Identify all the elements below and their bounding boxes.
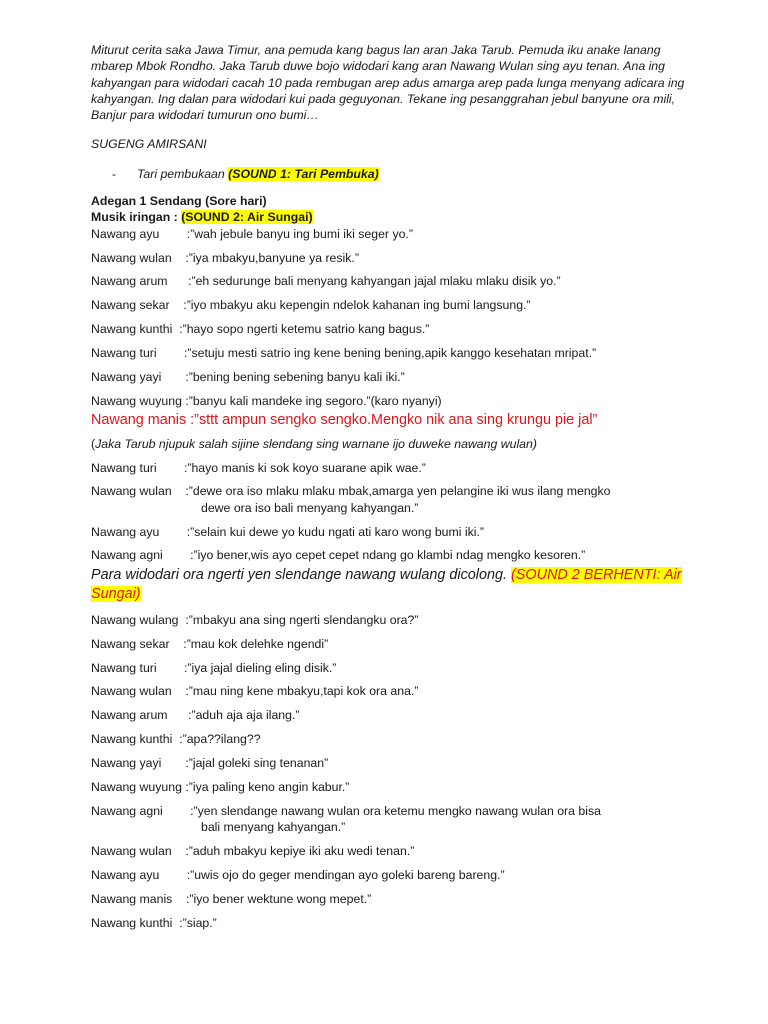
dialog-text-continuation: dewe ora iso bali menyang kahyangan.” [201, 500, 419, 515]
dialog-line [91, 547, 691, 563]
line-spacer [91, 652, 691, 660]
narration [91, 566, 691, 604]
stage-direction [91, 436, 691, 452]
dialog-text: :”bening bening sebening banyu kali iki.” [185, 370, 405, 385]
dialog-text: :”hayo manis ki sok koyo suarane apik wae.” [183, 460, 426, 475]
dialog-block-2 [91, 460, 691, 564]
speaker-name: Nawang wulan [91, 684, 186, 699]
music-label: Musik iringan : [91, 210, 182, 225]
speaker-name: Nawang arum [91, 274, 189, 289]
speaker-name: Nawang ayu [91, 524, 187, 539]
dialog-text: :”mau ning kene mbakyu,tapi kok ora ana.” [185, 684, 419, 699]
sound-cue-stop: (SOUND 2 BERHENTI: Air Sungai) [91, 566, 682, 602]
line-spacer [91, 771, 691, 779]
dialog-text: :”banyu kali mandeke ing segoro.”(karo nyanyi) [185, 393, 442, 408]
dialog-text: :”uwis ojo do geger mendingan ayo goleki bareng bareng.” [186, 867, 505, 882]
line-spacer [91, 748, 691, 756]
dialog-text: :”iyo mbakyu aku kepengin ndelok kahanan ing bumi langsung.” [183, 298, 531, 313]
dialog-line [91, 779, 691, 795]
dialog-line [91, 297, 691, 313]
speaker-name: Nawang wuyung [91, 393, 186, 408]
section-heading: SUGENG AMIRSANI [91, 137, 207, 152]
dialog-text-continuation: bali menyang kahyangan.” [201, 820, 346, 835]
line-spacer [91, 361, 691, 369]
dialog-block-1 [91, 226, 691, 410]
line-spacer [91, 338, 691, 346]
dialog-text: :”iya jajal dieling eling disik.” [183, 660, 337, 675]
line-spacer [91, 242, 691, 250]
dialog-line [91, 915, 691, 931]
dialog-text: :”jajal goleki sing tenanan” [185, 756, 329, 771]
line-spacer [91, 795, 691, 803]
line-spacer [91, 476, 691, 484]
speaker-name: Nawang kunthi [91, 322, 180, 337]
dialog-line [91, 843, 691, 859]
line-spacer [91, 724, 691, 732]
line-spacer [91, 290, 691, 298]
line-spacer [91, 835, 691, 843]
dialog-text: :”iya mbakyu,banyune ya resik.” [185, 250, 359, 265]
dialog-line [91, 393, 691, 409]
dialog-text: :”eh sedurunge bali menyang kahyangan jajal mlaku mlaku disik yo.” [188, 274, 561, 289]
dialog-line [91, 321, 691, 337]
speaker-name: Nawang wuyung [91, 780, 186, 794]
document-page [91, 42, 691, 931]
speaker-name: Nawang turi [91, 660, 184, 675]
speaker-name: Nawang arum [91, 708, 189, 723]
line-spacer [91, 907, 691, 915]
red-dialog-line: Nawang manis :”sttt ampun sengko sengko.Mengko nik ana sing krungu pie jal” [91, 412, 598, 429]
line-spacer [91, 516, 691, 524]
bullet-dash: - [112, 166, 117, 181]
line-spacer [91, 676, 691, 684]
dialog-line [91, 483, 691, 499]
dialog-line [91, 660, 691, 676]
dialog-line [91, 524, 691, 540]
narration-text: Para widodari ora ngerti yen slendange nawang wulang dicolong. [91, 566, 512, 583]
dialog-text: :”apa??ilang?? [179, 732, 261, 747]
speaker-name: Nawang ayu [91, 226, 187, 241]
line-spacer [91, 700, 691, 708]
speaker-name: Nawang sekar [91, 298, 184, 313]
intro-paragraph: Miturut cerita saka Jawa Timur, ana pemuda kang bagus lan aran Jaka Tarub. Pemuda iku anake lanang mbarep Mbok Rondho. Jaka Tarub duwe bojo widodari kang aran Nawang Wulan sing ayu tenan. Ana ing kahyangan para widodari cacah 10 pada rembugan arep adus amarga arep pada lunga menyang adicara ing kahyangan. Ing dalan para widodari kui pada geguyonan. Tekane ing pesanggrahan jebul banyune ora mili, Banjur para widodari tumurun ono bumi… [91, 43, 685, 123]
dialog-text: :”dewe ora iso mlaku mlaku mbak,amarga yen pelangine iki wus ilang mengko [185, 484, 611, 499]
speaker-name: Nawang kunthi [91, 732, 180, 747]
speaker-name: Nawang sekar [91, 636, 184, 651]
dialog-line [91, 250, 691, 266]
line-spacer [91, 385, 691, 393]
dialog-text: :”wah jebule banyu ing bumi iki seger yo.” [186, 226, 413, 241]
speaker-name: Nawang wulan [91, 250, 186, 265]
speaker-name: Nawang agni [91, 548, 191, 563]
speaker-name: Nawang wulang [91, 612, 186, 627]
dialog-line [91, 612, 691, 628]
speaker-name: Nawang wulan [91, 844, 186, 859]
dialog-line [91, 867, 691, 883]
dialog-line [91, 755, 691, 771]
dialog-text: :”iyo bener wektune wong mepet.” [186, 891, 372, 906]
speaker-name: Nawang turi [91, 460, 184, 475]
line-spacer [91, 314, 691, 322]
dialog-text: :”hayo sopo ngerti ketemu satrio kang bagus.” [179, 322, 430, 337]
dialog-line [91, 891, 691, 907]
speaker-name: Nawang yayi [91, 370, 186, 385]
stage-direction-text: Jaka Tarub njupuk salah sijine slendang sing warnane ijo duweke nawang wulan) [95, 437, 537, 452]
dialog-text: :”aduh mbakyu kepiye iki aku wedi tenan.” [185, 844, 415, 859]
stage-open-paren: ( [91, 437, 96, 452]
dialog-text: :”mau kok delehke ngendi” [183, 636, 329, 651]
dialog-line [91, 683, 691, 699]
dialog-line [91, 803, 691, 819]
speaker-name: Nawang yayi [91, 756, 186, 771]
dialog-line [91, 226, 691, 242]
music-line [91, 209, 691, 225]
line-spacer [91, 859, 691, 867]
dialog-text: :”iya paling keno angin kabur.” [185, 780, 350, 794]
dialog-line [91, 636, 691, 652]
sound-cue-1: (SOUND 1: Tari Pembuka) [228, 166, 379, 181]
line-spacer [91, 883, 691, 891]
bullet-item [112, 166, 691, 182]
speaker-name: Nawang manis [91, 891, 187, 906]
line-spacer [91, 266, 691, 274]
sound-cue-2: (SOUND 2: Air Sungai) [181, 210, 313, 225]
speaker-name: Nawang turi [91, 346, 184, 361]
dialog-line [91, 460, 691, 476]
bullet-text: Tari pembukaan [137, 166, 229, 181]
line-spacer [91, 628, 691, 636]
line-spacer [91, 540, 691, 548]
dialog-text: :”yen slendange nawang wulan ora ketemu mengko nawang wulan ora bisa [190, 803, 601, 818]
dialog-text: :”mbakyu ana sing ngerti slendangku ora?” [185, 612, 419, 627]
dialog-text: :”selain kui dewe yo kudu ngati ati karo wong bumi iki.” [186, 524, 485, 539]
dialog-block-3 [91, 612, 691, 931]
dialog-text: :”siap.” [179, 915, 217, 930]
speaker-name: Nawang agni [91, 803, 191, 818]
dialog-line [91, 369, 691, 385]
dialog-line [91, 731, 691, 747]
dialog-text: :”iyo bener,wis ayo cepet cepet ndang go klambi ndag mengko kesoren.” [190, 548, 586, 563]
dialog-text: :”aduh aja aja ilang.” [188, 708, 300, 723]
speaker-name: Nawang kunthi [91, 915, 180, 930]
dialog-text: :”setuju mesti satrio ing kene bening bening,apik kanggo kesehatan mripat.” [183, 346, 597, 361]
scene-title: Adegan 1 Sendang (Sore hari) [91, 194, 267, 209]
speaker-name: Nawang wulan [91, 484, 186, 499]
speaker-name: Nawang ayu [91, 867, 187, 882]
dialog-line [91, 345, 691, 361]
dialog-line [91, 707, 691, 723]
dialog-line [91, 273, 691, 289]
